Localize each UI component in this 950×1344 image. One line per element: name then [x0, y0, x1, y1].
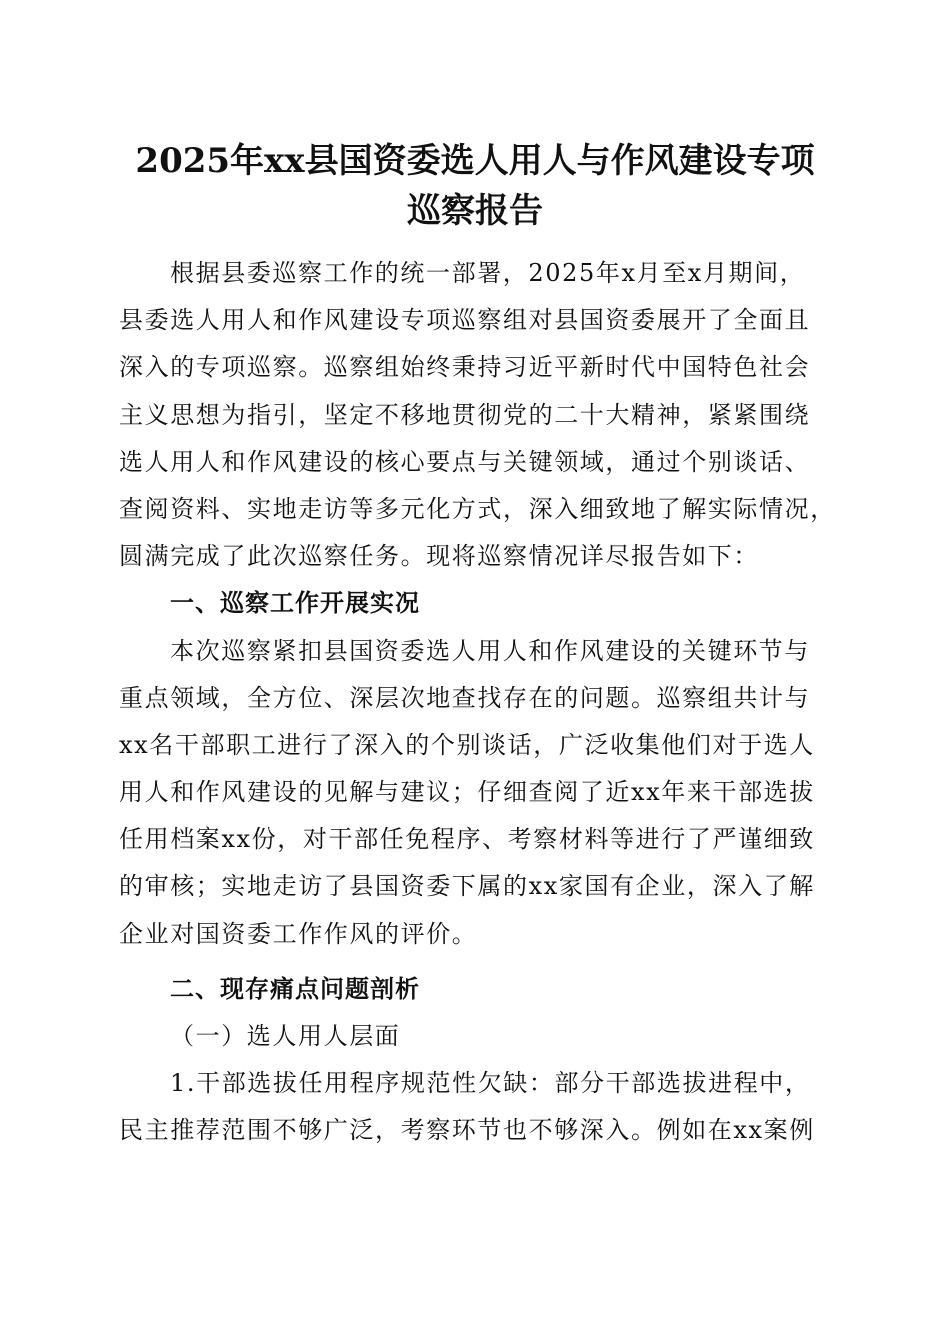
paragraph-line: xx名干部职工进行了深入的个别谈话，广泛收集他们对于选人 — [119, 730, 815, 759]
subsection-heading-1: （一）选人用人层面 — [170, 1022, 401, 1050]
section1-paragraph — [119, 628, 839, 958]
paragraph-line: 查阅资料、实地走访等多元化方式，深入细致地了解实际情况， — [119, 494, 836, 523]
paragraph-line: 选人用人和作风建设的核心要点与关键领域，通过个别谈话、 — [119, 447, 811, 476]
paragraph-line: 本次巡察紧扣县国资委选人用人和作风建设的关键环节与 — [170, 636, 810, 665]
paragraph-line: 企业对国资委工作作风的评价。 — [119, 919, 478, 948]
paragraph-line: 民主推荐范围不够广泛，考察环节也不够深入。例如在xx案例 — [119, 1116, 815, 1145]
title-line-2: 巡察报告 — [407, 191, 543, 231]
section-heading-1: 一、巡察工作开展实况 — [170, 589, 420, 618]
intro-paragraph — [119, 250, 839, 580]
paragraph-line: 重点领域，全方位、深层次地查找存在的问题。巡察组共计与 — [119, 683, 811, 712]
paragraph-line: 根据县委巡察工作的统一部署，2025年x月至x月期间， — [170, 259, 806, 287]
title-line-1: 2025年xx县国资委选人用人与作风建设专项 — [135, 141, 815, 181]
paragraph-line: 的审核；实地走访了县国资委下属的xx家国有企业，深入了解 — [119, 872, 815, 901]
section-heading-2: 二、现存痛点问题剖析 — [170, 974, 420, 1003]
paragraph-line: 圆满完成了此次巡察任务。现将巡察情况详尽报告如下： — [119, 542, 759, 571]
spacer — [119, 958, 839, 966]
paragraph-line: 深入的专项巡察。巡察组始终秉持习近平新时代中国特色社会 — [119, 353, 811, 382]
document-body — [119, 250, 839, 1155]
paragraph-line: 主义思想为指引，坚定不移地贯彻党的二十大精神，紧紧围绕 — [119, 400, 811, 429]
paragraph-line: 任用档案xx份，对干部任免程序、考察材料等进行了严谨细致 — [119, 825, 815, 854]
paragraph-line: 1.干部选拔任用程序规范性欠缺：部分干部选拔进程中， — [170, 1069, 811, 1098]
paragraph-line: 用人和作风建设的见解与建议；仔细查阅了近xx年来干部选拔 — [119, 778, 815, 807]
paragraph-line: 县委选人用人和作风建设专项巡察组对县国资委展开了全面且 — [119, 306, 811, 335]
document-title — [100, 136, 850, 236]
item1-paragraph — [119, 1060, 839, 1154]
